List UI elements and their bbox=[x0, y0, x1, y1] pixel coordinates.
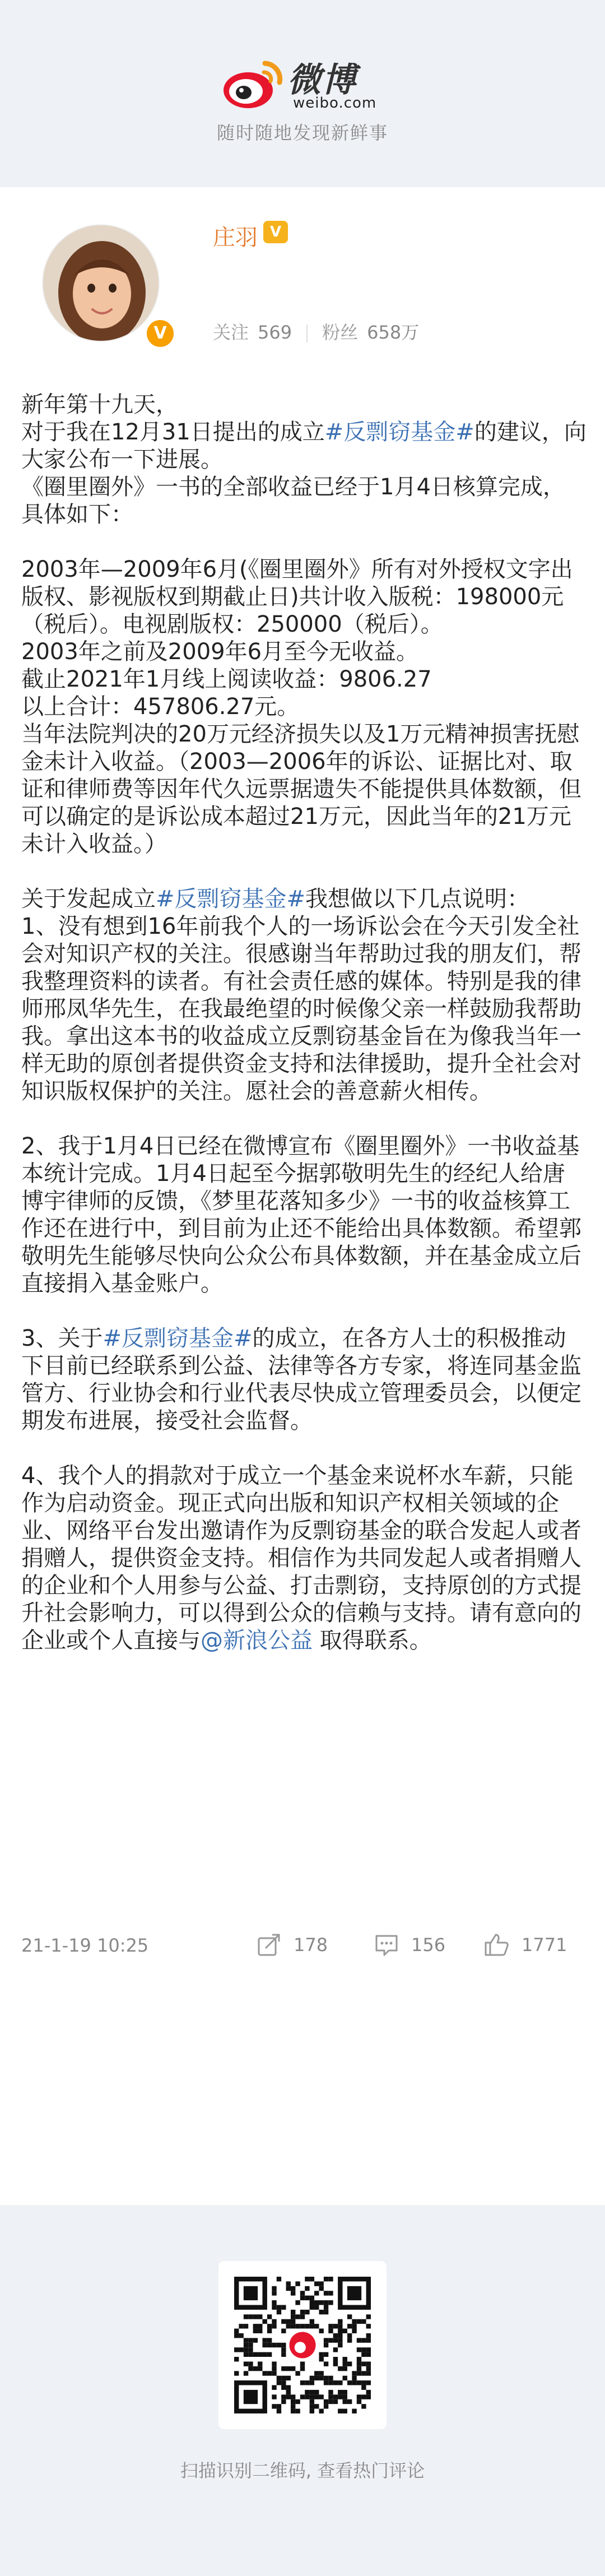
qr-caption: 扫描识别二维码, 查看热门评论 bbox=[180, 2460, 425, 2481]
mention-link[interactable]: @新浪公益 bbox=[201, 1628, 313, 1653]
post-text: 我想做以下几点说明： bbox=[305, 886, 530, 912]
post-text: 3、关于 bbox=[21, 1326, 103, 1351]
hashtag-link[interactable]: #反剽窃基金# bbox=[103, 1326, 253, 1351]
post-text: 当年法院判决的20万元经济损失以及1万元精神损害抚慰金未计入收益。（2003—2006年的诉讼、证据比对、取证和律师费等因年代久远票据遗失不能提供具体数额，但可以确定的是诉讼成本超过21万元，因此当年的21万元未计入收益。） bbox=[21, 721, 581, 857]
post-body bbox=[21, 391, 587, 1655]
post-paragraph bbox=[21, 1462, 587, 1655]
post-text: 以上合计：457806.27元。 bbox=[21, 694, 300, 720]
post-text: 1、没有想到16年前我个人的一场诉讼会在今天引发全社会对知识产权的关注。很感谢当年帮助过我的朋友们，帮我整理资料的读者。有社会责任感的媒体。特别是我的律师邢凤华先生，在我最绝望的时候像父亲一样鼓励我帮助我。拿出这本书的收益成立反剽窃基金旨在为像我当年一样无助的原创者提供资金支持和法律援助，提升全社会对知识版权保护的关注。愿社会的善意薪火相传。 bbox=[21, 914, 581, 1104]
paragraph-gap bbox=[21, 858, 587, 886]
post-paragraph bbox=[21, 1133, 587, 1298]
hashtag-link[interactable]: #反剽窃基金# bbox=[324, 419, 474, 445]
post-paragraph bbox=[21, 419, 587, 474]
post-text: 取得联系。 bbox=[313, 1628, 432, 1653]
post-text: 对于我在12月31日提出的成立 bbox=[21, 419, 325, 445]
qr-code-icon bbox=[234, 2277, 371, 2413]
post-paragraph bbox=[21, 913, 587, 1105]
post-paragraph bbox=[21, 666, 587, 693]
post-text: 的建议，向大家公布一下进展。 bbox=[21, 419, 587, 472]
post-text: 2003年—2009年6月(《圈里圈外》所有对外授权文字出版权、影视版权到期截止日)共计收入版税：198000元（税后）。电视剧版权：250000（税后）。 bbox=[21, 557, 573, 637]
author-stats bbox=[213, 318, 419, 344]
comment-count: 156 bbox=[411, 1934, 446, 1956]
post-paragraph bbox=[21, 721, 587, 858]
hashtag-link[interactable]: #反剽窃基金# bbox=[156, 886, 306, 912]
post-paragraph bbox=[21, 391, 587, 419]
post-time: 21-1-19 10:25 bbox=[21, 1935, 149, 1956]
comment-button[interactable] bbox=[374, 1933, 445, 1957]
post-text: 《圈里圈外》一书的全部收益已经于1月4日核算完成，具体如下： bbox=[21, 474, 565, 527]
stats-divider bbox=[306, 325, 308, 342]
post-text: 的成立，在各方人士的积极推动下目前已经联系到公益、法律等各方专家，将连同基金监管方、行业协会和行业代表尽快成立管理委员会，以便定期发布进展，接受社会监督。 bbox=[21, 1326, 581, 1434]
following-count: 569 bbox=[258, 322, 292, 343]
post-text: 4、我个人的捐款对于成立一个基金来说杯水车薪，只能作为启动资金。现正式向出版和知识产权相关领域的企业、网络平台发出邀请作为反剽窃基金的联合发起人或者捐赠人，提供资金支持。相信作为共同发起人或者捐赠人的企业和个人用参与公益、打击剽窃，支持原创的方式提升社会影响力，可以得到公众的信赖与支持。请有意向的企业或个人直接与 bbox=[21, 1463, 581, 1653]
author-header bbox=[28, 209, 577, 343]
like-button[interactable] bbox=[483, 1933, 567, 1957]
post-text: 2003年之前及2009年6月至今无收益。 bbox=[21, 639, 419, 665]
logo-text: 微博 bbox=[287, 61, 357, 100]
post-paragraph bbox=[21, 556, 587, 638]
repost-count: 178 bbox=[294, 1934, 328, 1956]
like-count: 1771 bbox=[522, 1934, 567, 1956]
post-paragraph bbox=[21, 693, 587, 721]
followers-label: 粉丝 bbox=[322, 322, 359, 343]
slogan: 随时随地发现新鲜事 bbox=[216, 122, 388, 143]
post-card bbox=[0, 187, 605, 2205]
page-header bbox=[0, 0, 605, 185]
post-text: 新年第十九天， bbox=[21, 392, 178, 418]
avatar[interactable] bbox=[42, 224, 160, 342]
comment-icon bbox=[374, 1933, 399, 1957]
vip-badge-icon: V bbox=[263, 221, 288, 243]
post-text: 截止2021年1月线上阅读收益：9806.27 bbox=[21, 666, 432, 692]
post-meta bbox=[21, 1929, 587, 1963]
avatar-image bbox=[43, 225, 160, 342]
post-text: 关于发起成立 bbox=[21, 886, 156, 912]
author-name[interactable]: 庄羽 bbox=[213, 225, 258, 251]
qr-code[interactable] bbox=[218, 2261, 387, 2429]
followers-count: 658万 bbox=[367, 322, 420, 343]
like-icon bbox=[483, 1933, 509, 1957]
paragraph-gap bbox=[21, 529, 587, 556]
post-paragraph bbox=[21, 886, 587, 913]
following-label: 关注 bbox=[213, 322, 249, 343]
paragraph-gap bbox=[21, 1298, 587, 1325]
paragraph-gap bbox=[21, 1435, 587, 1462]
weibo-eye-icon bbox=[221, 58, 283, 111]
paragraph-gap bbox=[21, 1105, 587, 1133]
weibo-logo bbox=[221, 53, 389, 112]
logo-domain: weibo.com bbox=[293, 95, 377, 112]
verified-badge-icon: V bbox=[145, 318, 176, 349]
repost-button[interactable] bbox=[257, 1933, 328, 1957]
post-paragraph bbox=[21, 638, 587, 666]
post-paragraph bbox=[21, 474, 587, 529]
post-paragraph bbox=[21, 1325, 587, 1435]
post-text: 2、我于1月4日已经在微博宣布《圈里圈外》一书收益基本统计完成。1月4日起至今据郭敬明先生的经纪人给唐博宇律师的反馈，《梦里花落知多少》一书的收益核算工作还在进行中，到目前为止还不能给出具体数额。希望郭敬明先生能够尽快向公众公布具体数额，并在基金成立后直接捐入基金账户。 bbox=[21, 1133, 581, 1296]
repost-icon bbox=[257, 1933, 281, 1957]
